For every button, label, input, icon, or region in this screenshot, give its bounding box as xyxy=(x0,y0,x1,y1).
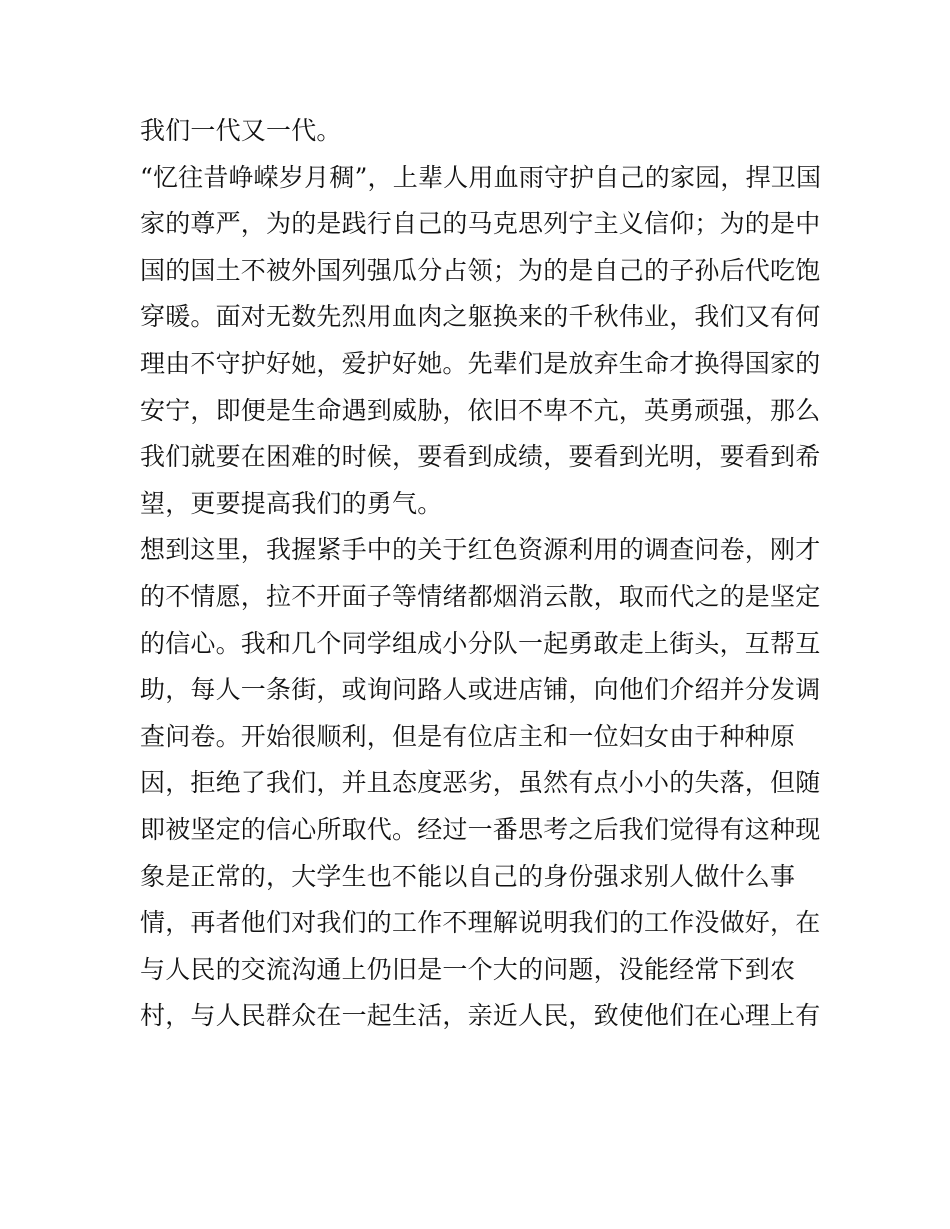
text-line: 我们一代又一代。 xyxy=(140,116,342,145)
text-line: 助，每人一条街，或询问路人或进店铺，向他们介绍并分发调 xyxy=(140,675,821,705)
text-line: 的信心。我和几个同学组成小分队一起勇敢走上街头，互帮互 xyxy=(140,628,821,658)
text-line: 想到这里，我握紧手中的关于红色资源利用的调查问卷，刚才 xyxy=(140,535,821,565)
text-line: 因，拒绝了我们，并且态度恶劣，虽然有点小小的失落，但随 xyxy=(140,768,821,798)
text-line: 村，与人民群众在一起生活，亲近人民，致使他们在心理上有 xyxy=(140,1001,821,1031)
text-line: 查问卷。开始很顺利，但是有位店主和一位妇女由于种种原 xyxy=(140,721,796,751)
text-line: 穿暖。面对无数先烈用血肉之躯换来的千秋伟业，我们又有何 xyxy=(140,302,821,332)
text-line: 与人民的交流沟通上仍旧是一个大的问题，没能经常下到农 xyxy=(140,954,796,984)
text-line: 望，更要提高我们的勇气。 xyxy=(140,488,443,518)
text-line: 理由不守护好她，爱护好她。先辈们是放弃生命才换得国家的 xyxy=(140,348,821,378)
text-line: 家的尊严，为的是践行自己的马克思列宁主义信仰；为的是中 xyxy=(140,209,821,239)
text-line: 情，再者他们对我们的工作不理解说明我们的工作没做好，在 xyxy=(140,908,821,938)
body-text xyxy=(140,108,820,1040)
text-line: 的不情愿，拉不开面子等情绪都烟消云散，取而代之的是坚定 xyxy=(140,581,821,611)
text-line: “忆往昔峥嵘岁月稠”，上辈人用血雨守护自己的家园，捍卫国 xyxy=(140,162,822,192)
text-line: 国的国土不被外国列强瓜分占领；为的是自己的子孙后代吃饱 xyxy=(140,255,821,285)
text-line: 即被坚定的信心所取代。经过一番思考之后我们觉得有这种现 xyxy=(140,814,821,844)
text-line: 象是正常的，大学生也不能以自己的身份强求别人做什么事 xyxy=(140,861,796,891)
text-line: 我们就要在困难的时候，要看到成绩，要看到光明，要看到希 xyxy=(140,442,821,472)
text-line: 安宁，即便是生命遇到威胁，依旧不卑不亢，英勇顽强，那么 xyxy=(140,395,821,425)
